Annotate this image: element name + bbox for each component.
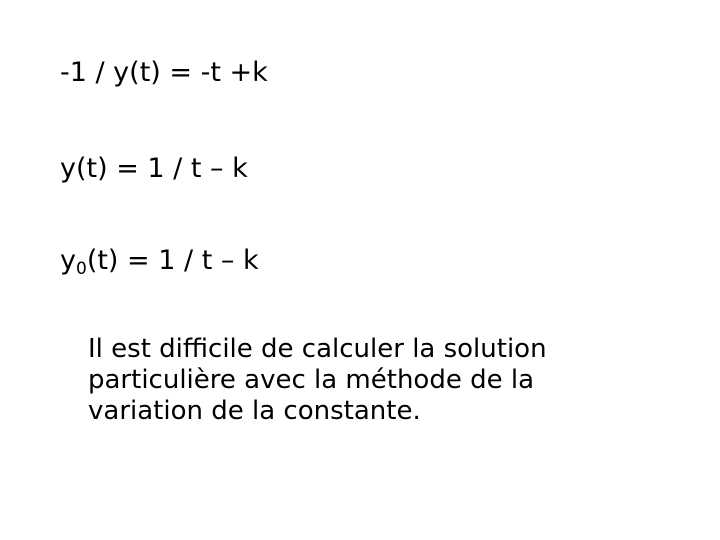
- explanation-text: [88, 334, 648, 427]
- explanation-line-3: variation de la constante.: [88, 396, 421, 426]
- equation-3-base: y: [60, 245, 76, 276]
- equation-3-rest: (t) = 1 / t – k: [86, 245, 259, 276]
- equation-3-subscript: 0: [75, 259, 87, 279]
- explanation-line-1: Il est difficile de calculer la solution: [88, 334, 547, 364]
- equation-line-2: y(t) = 1 / t – k: [60, 153, 248, 184]
- explanation-line-2: particulière avec la méthode de la: [88, 365, 535, 395]
- equation-line-1: -1 / y(t) = -t +k: [60, 57, 268, 88]
- equation-line-3: [60, 244, 259, 278]
